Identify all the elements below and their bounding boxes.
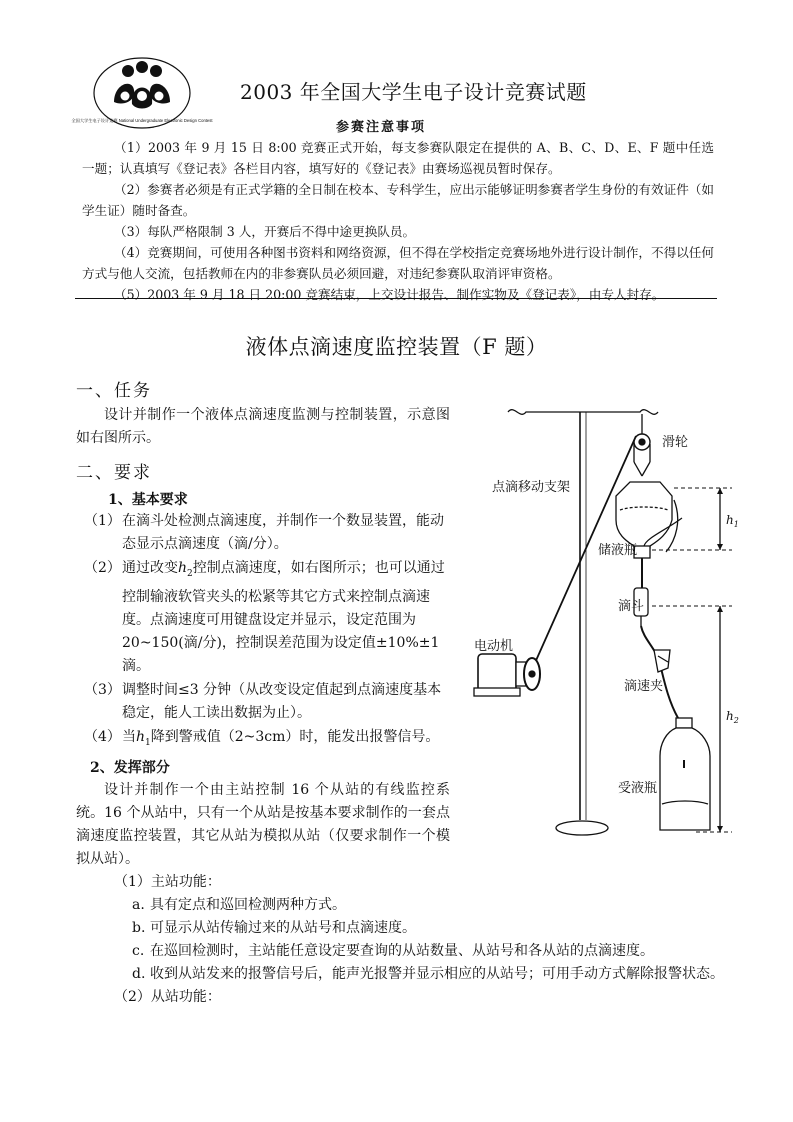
hanger-bar — [508, 410, 658, 415]
notice-item: （1）2003 年 9 月 15 日 8:00 竞赛正式开始，每支参赛队限定在提供的 A、B、C、D、E、F 题中任选一题；认真填写《登记表》各栏目内容，填写好的《登记表》由赛场巡视员暂时保存。 — [82, 140, 714, 176]
requirements-heading: 二、要求 — [76, 463, 152, 483]
slave-heading: （2）从站功能： — [114, 989, 221, 1005]
master-item: b. 可显示从站传输过来的从站号和点滴速度。 — [132, 920, 416, 936]
basic-requirements-list — [76, 510, 450, 756]
notice-item: （2）参赛者必须是有正式学籍的全日制在校本、专科学生，应出示能够证明参赛者学生身份的有效证件（如学生证）随时备查。 — [82, 182, 714, 218]
label-h1: $h_1$ — [726, 513, 739, 529]
notice-item: （3）每队严格限制 3 人，开赛后不得中途更换队员。 — [114, 224, 416, 239]
task-text: 设计并制作一个液体点滴速度监测与控制装置，示意图如右图所示。 — [76, 407, 450, 446]
reservoir-bottle — [616, 482, 672, 548]
extra-requirements-heading: 2、发挥部分 — [90, 760, 170, 776]
extra-requirements-text: 设计并制作一个由主站控制 16 个从站的有线监控系统。16 个从站中，只有一个从站是按基本要求制作的一套点滴速度监控装置，其它从站为模拟从站（仅要求制作一个模拟从站）。 — [76, 782, 450, 867]
label-pulley: 滑轮 — [662, 435, 689, 450]
basic-item: （4） 当$h_1$降到警戒值（2~3cm）时，能发出报警信号。 — [84, 728, 440, 748]
notice-list — [82, 137, 714, 305]
stand-base — [556, 821, 608, 835]
master-item: c. 在巡回检测时，主站能任意设定要查询的从站数量、从站号和各从站的点滴速度。 — [132, 943, 654, 959]
label-h2: $h_2$ — [726, 709, 739, 725]
logo-lettering: 全国大学生电子设计竞赛 National Undergraduate Electronic Design Contest — [71, 118, 213, 123]
header-divider — [75, 298, 717, 299]
receiver-bottle — [660, 728, 710, 830]
drip-apparatus-diagram — [470, 400, 760, 850]
master-functions — [76, 871, 726, 1009]
drip-clamp — [654, 650, 670, 672]
task-heading: 一、任务 — [76, 381, 152, 401]
master-heading: （1）主站功能： — [114, 874, 221, 890]
label-stand: 点滴移动支架 — [492, 480, 571, 495]
contest-title: 2003 年全国大学生电子设计竞赛试题 — [240, 80, 587, 104]
label-reservoir: 储液瓶 — [598, 543, 638, 558]
problem-title: 液体点滴速度监控装置（F 题） — [245, 335, 548, 359]
basic-requirements-heading: 1、基本要求 — [108, 492, 188, 508]
notice-title: 参赛注意事项 — [336, 120, 427, 135]
label-clamp: 滴速夹 — [624, 679, 664, 694]
label-drip-chamber: 滴斗 — [618, 599, 645, 614]
notice-item: （4）竞赛期间，可使用各种图书资料和网络资源，但不得在学校指定竞赛场地外进行设计制作，不得以任何方式与他人交流，包括教师在内的非参赛队员必须回避，对违纪参赛队取消评审资格。 — [82, 245, 714, 281]
master-item: d. 收到从站发来的报警信号后，能声光报警并显示相应的从站号；可用手动方式解除报警状态。 — [132, 966, 724, 982]
notice-item: （5）2003 年 9 月 18 日 20:00 竞赛结束，上交设计报告、制作实物及《登记表》，由专人封存。 — [114, 287, 665, 302]
master-item: a. 具有定点和巡回检测两种方式。 — [132, 897, 346, 913]
basic-item: （2） 通过改变$h_2$控制点滴速度，如右图所示；也可以通过控制输液软管夹头的松紧等其它方式来控制点滴速度。点滴速度可用键盘设定并显示，设定范围为 20~150(滴/分)，控制误差范围为设定值±10%±1 滴。 — [84, 560, 445, 674]
label-receiver: 受液瓶 — [618, 781, 658, 796]
contest-logo — [71, 56, 213, 130]
basic-item: （1） 在滴斗处检测点滴速度，并制作一个数显装置，能动态显示点滴速度（滴/分）。 — [84, 513, 444, 552]
basic-item: （3） 调整时间≤3 分钟（从改变设定值起到点滴速度基本稳定，能人工读出数据为止）。 — [84, 681, 442, 721]
label-motor: 电动机 — [474, 639, 514, 654]
